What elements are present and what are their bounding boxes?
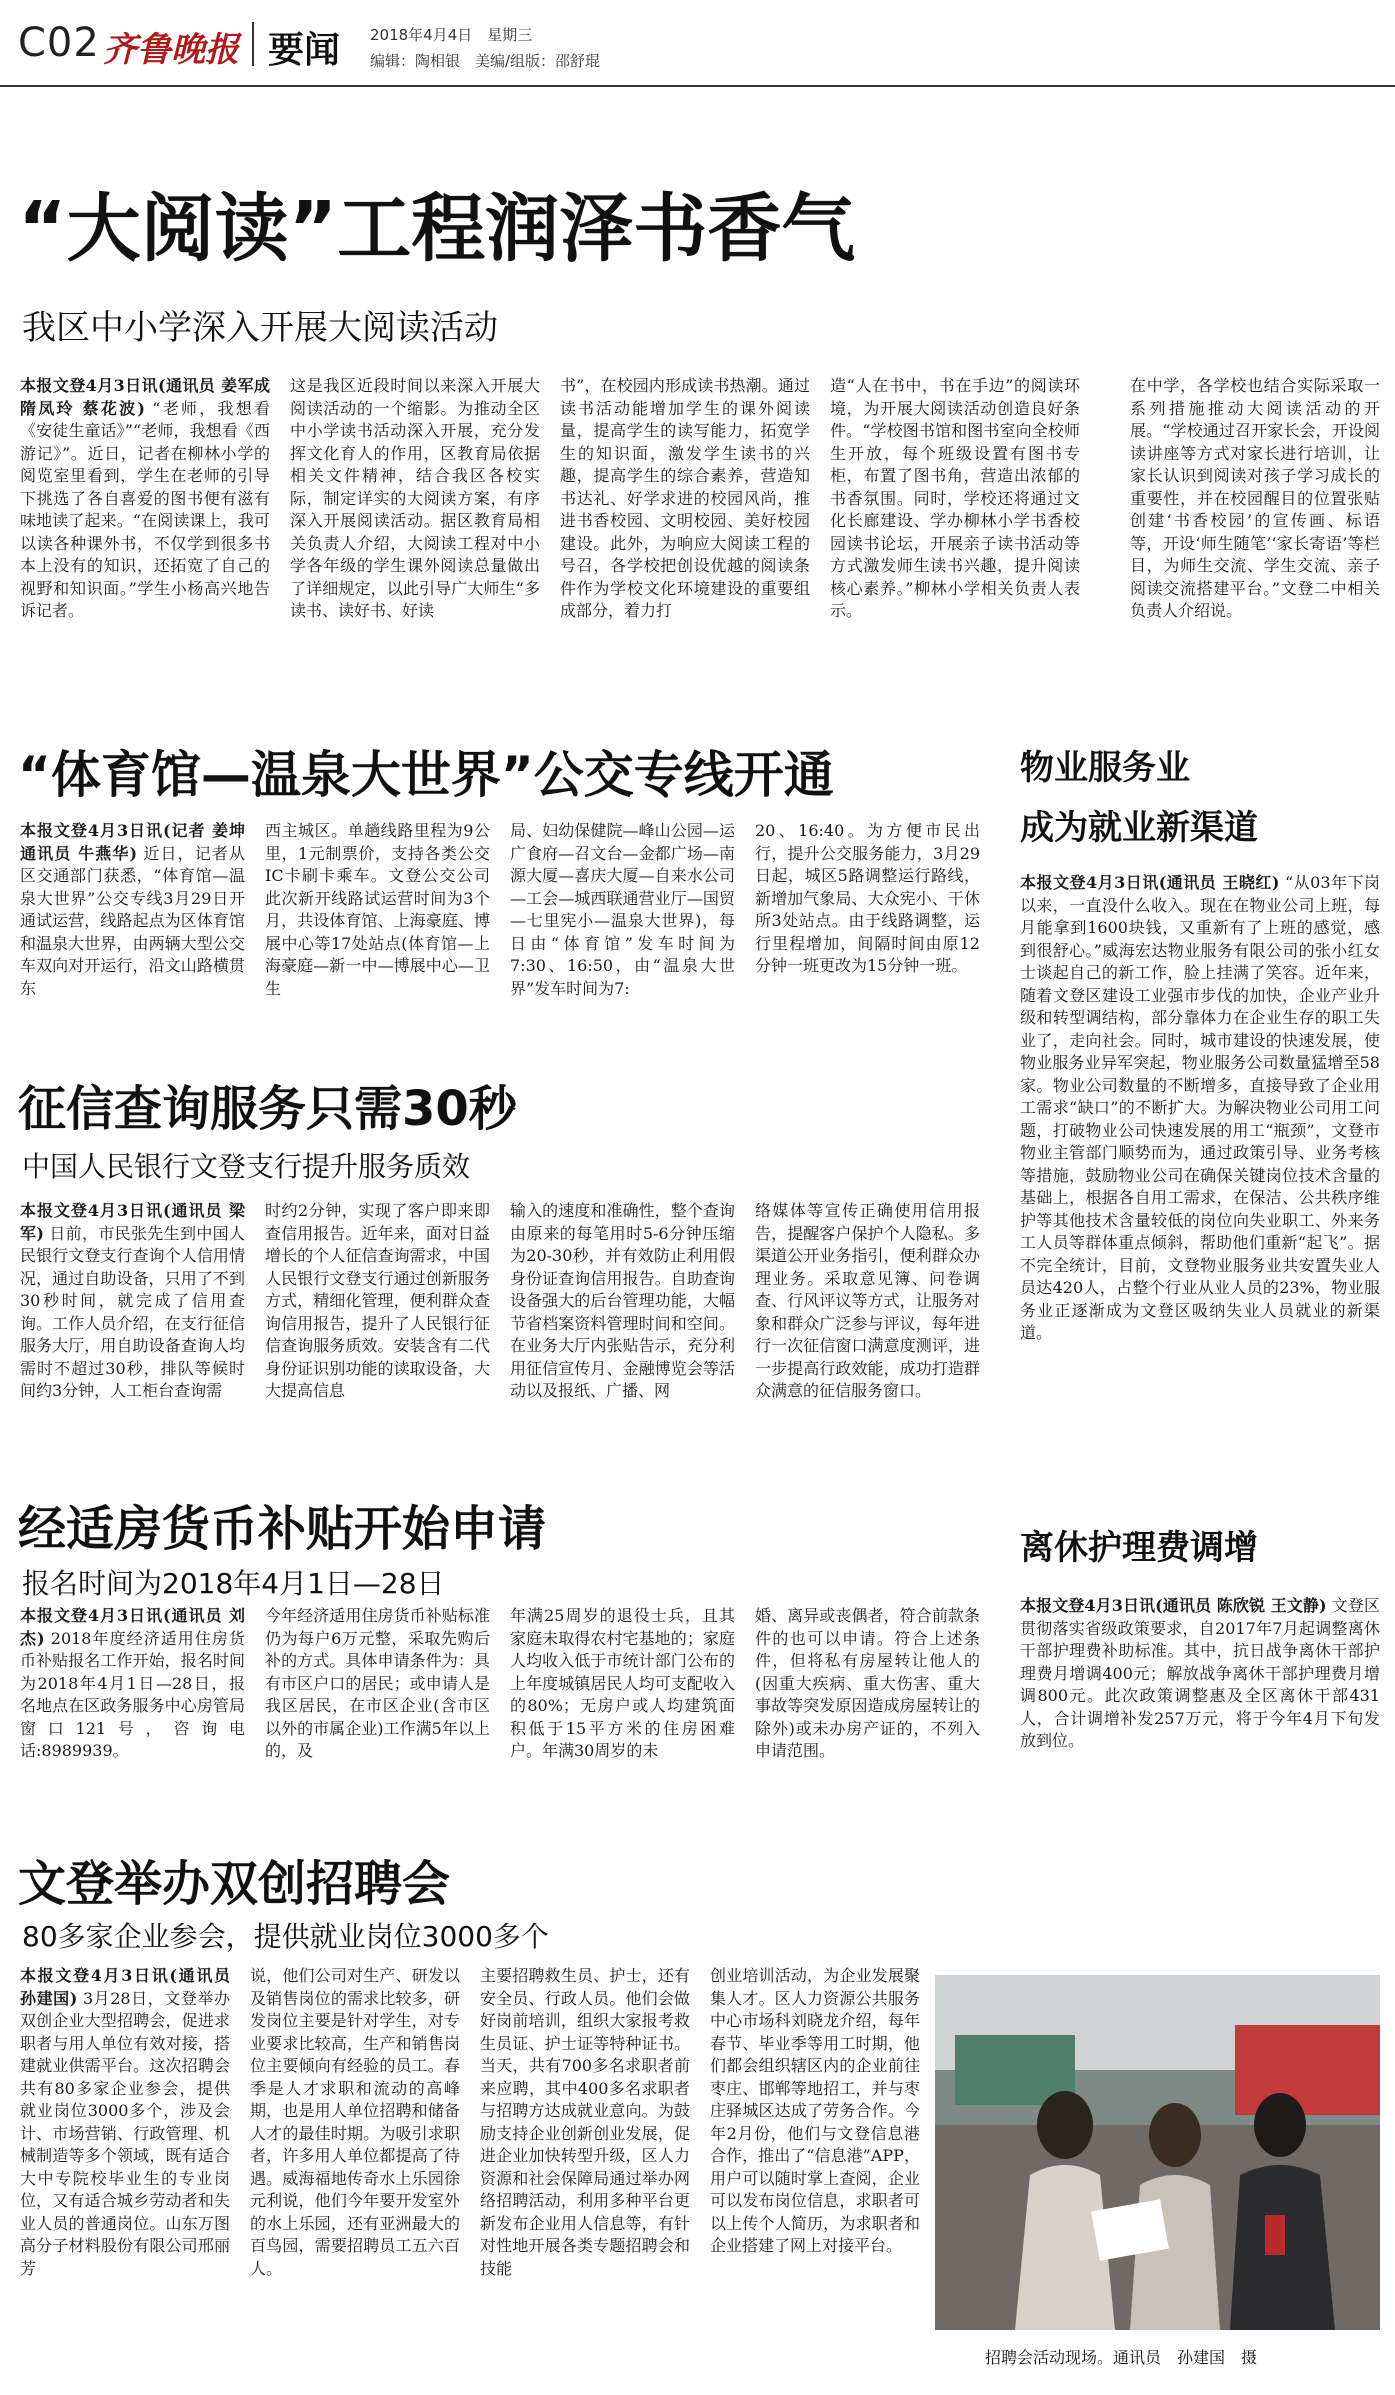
- story5-headline: 文登举办双创招聘会: [18, 1856, 451, 1912]
- date-line: 2018年4月4日 星期三: [370, 26, 533, 44]
- story1-column-1: [20, 375, 270, 695]
- story2-col1-text: 近日，记者从区交通部门获悉，“体育馆—温泉大世界”公交专线3月29日开通试运营，线路起点为区体育馆和温泉大世界，由两辆大型公交车双向对开运行，沿文山路横贯东: [20, 843, 245, 998]
- story1-headline: “大阅读”工程润泽书香气: [18, 186, 856, 272]
- story2-column-2: 西主城区。单趟线路里程为9公里，1元制票价，支持各类公交IC卡刷卡乘车。文登公交公司此次新开线路试运营时间为3个月，共设体育馆、上海豪庭、博展中心等17处站点(体育馆—上海豪庭—新一中—博展中心—卫生: [265, 821, 490, 998]
- masthead-divider: [252, 22, 254, 66]
- story5-column-4: 创业培训活动，为企业发展聚集人才。区人力资源公共服务中心市场科刘晓龙介绍，每年春节、毕业季等用工时期，他们都会组织辖区内的企业前往枣庄、邯郸等地招工，并与枣庄驿城区达成了劳务合作。今年2月份，他们与文登信息港合作，推出了“信息港”APP，用户可以随时掌上查阅，企业可以发布岗位信息，求职者可以上传个人简历，为求职者和企业搭建了网上对接平台。: [710, 1966, 920, 2255]
- masthead: [0, 0, 1395, 85]
- story5-subheadline: 80多家企业参会，提供就业岗位3000多个: [22, 1920, 549, 1953]
- story4-column-3: 年满25周岁的退役士兵，且其家庭未取得农村宅基地的；家庭人均收入低于市统计部门公布的上年度城镇居民人均可支配收入的80%；无房户或人均建筑面积低于15平方米的住房困难户。年满30周岁的未: [510, 1606, 735, 1760]
- photo-caption: 招聘会活动现场。通讯员 孙建国 摄: [985, 2348, 1258, 2367]
- editor-line: 编辑：陶相银 美编/组版：邵舒琨: [370, 52, 601, 70]
- story4-byline: 本报文登4月3日讯(通讯员 刘杰): [20, 1606, 245, 1648]
- newspaper-logo: 齐鲁晚报: [103, 30, 239, 70]
- story5-column-2: 说，他们公司对生产、研发以及销售岗位的需求比较多，研发岗位主要是针对学生，对专业要求比较高，生产和销售岗位主要倾向有经验的员工。春季是人才求职和流动的高峰期，也是用人单位招聘和储备人才的最佳时期。为吸引求职者，许多用人单位都提高了待遇。威海福地传奇水上乐园徐元利说，他们今年要开发室外的水上乐园，还有亚洲最大的百鸟园，需要招聘员工五六百人。: [250, 1966, 460, 2278]
- side2-byline: 本报文登4月3日讯(通讯员 陈欣锐 王文静): [1020, 1596, 1327, 1615]
- story3-column-1: [20, 1200, 245, 1440]
- story2-byline: 本报文登4月3日讯(记者 姜坤 通讯员 牛燕华): [20, 821, 245, 863]
- story2-column-3: 局、妇幼保健院—峰山公园—运广食府—召文台—金都广场—南源大厦—喜庆大厦—自来水公司—工会—城西联通营业厅—国贸—七里宪小—温泉大世界)，每日由“体育馆”发车时间为7:30、16:50，由“温泉大世界”发车时间为7:: [510, 821, 735, 998]
- story5-col1-text: 3月28日，文登举办双创企业大型招聘会，促进求职者与用人单位有效对接，搭建就业供需平台。这次招聘会共有80多家企业参会，提供就业岗位3000多个，涉及会计、市场营销、行政管理、机械制造等多个领域，既有适合大中专院校毕业生的专业岗位，又有适合城乡劳动者和失业人员的普通岗位。山东万图高分子材料股份有限公司邢丽芳: [20, 1988, 230, 2278]
- story1-column-3: 书”，在校园内形成读书热潮。通过读书活动能增加学生的课外阅读量，提高学生的读写能力，拓宽学生的知识面，激发学生读书的兴趣，提高学生的综合素养，营造知书达礼、好学求进的校园风尚，推进书香校园、文明校园、美好校园建设。此外，为响应大阅读工程的号召，各学校把创设优越的阅读条件作为学校文化环境建设的重要组成部分，着力打: [560, 376, 810, 620]
- page-number: C02: [18, 20, 100, 66]
- story2-headline: “体育馆—温泉大世界”公交专线开通: [18, 746, 834, 804]
- side1-text: “从03年下岗以来，一直没什么收入。现在在物业公司上班，每月能拿到1600块钱，又重新有了上班的感觉，感到很舒心。”威海宏达物业服务有限公司的张小红女士谈起自己的新工作，脸上挂满了笑容。近年来，随着文登区建设工业强市步伐的加快，企业产业升级和转型调结构，部分靠体力在企业生存的职工失业了，走向社会。同时，城市建设的快速发展，使物业服务业异军突起，物业服务公司数量猛增至58家。物业公司数量的不断增多，直接导致了企业用工需求“缺口”的不断扩大。为解决物业公司用工问题，打破物业公司快速发展的用工“瓶颈”，文登市物业主管部门顺势而为，通过政策引导、业务考核等措施，鼓励物业公司在确保关键岗位技术含量的基础上，根据各自用工需求，在保洁、公共秩序维护等其他技术含量较低的岗位向失业职工、外来务工人员等群体重点倾斜，帮助他们重新“起飞”。据不完全统计，目前，文登物业服务业共安置失业人员达420人，占整个行业从业人员的23%，物业服务业正逐渐成为文登区吸纳失业人员就业的新渠道。: [1020, 873, 1380, 1342]
- story4-subheadline: 报名时间为2018年4月1日—28日: [22, 1567, 445, 1600]
- story1-subheadline: 我区中小学深入开展大阅读活动: [22, 308, 498, 348]
- story3-byline: 本报文登4月3日讯(通讯员 梁军): [20, 1201, 245, 1243]
- story3-subheadline: 中国人民银行文登支行提升服务质效: [22, 1150, 471, 1183]
- side1-headline-line2: 成为就业新渠道: [1020, 808, 1258, 848]
- story2-column-1: [20, 820, 245, 1035]
- story3-headline: 征信查询服务只需30秒: [18, 1081, 517, 1137]
- story1-col1-text: “老师，我想看《安徒生童话》”“老师，我想看《西游记》”。近日，记者在柳林小学的阅览室里看到，学生在老师的引导下挑选了各自喜爱的图书便有滋有味地读了起来。“在阅读课上，我可以读各种课外书，不仅学到很多书本上没有的知识，还拓宽了自己的视野和知识面。”学生小杨高兴地告诉记者。: [20, 398, 270, 620]
- job-fair-photo: [935, 1975, 1380, 2330]
- story3-col1-text: 日前，市民张先生到中国人民银行文登支行查询个人信用情况，通过自助设备，只用了不到30秒时间，就完成了信用查询。工作人员介绍，在支行征信服务大厅，用自助设备查询人均需时不超过30秒，排队等候时间约3分钟，人工柜台查询需: [20, 1223, 245, 1400]
- job-fair-photo-illustration: [935, 1975, 1380, 2330]
- side2-body: [1020, 1595, 1380, 1825]
- story5-column-1: [20, 1965, 230, 2375]
- story3-column-4: 络媒体等宣传正确使用信用报告，提醒客户保护个人隐私。多渠道公开业务指引，便利群众办理业务。采取意见簿、问卷调查、行风评议等方式，让服务对象和群众广泛参与评议，每年进行一次征信窗口满意度测评，进一步提高行政效能，成功打造群众满意的征信服务窗口。: [755, 1201, 980, 1400]
- story4-column-4: 婚、离异或丧偶者，符合前款条件的也可以申请。符合上述条件，但将私有房屋转让他人的(因重大疾病、重大伤害、重大事故等突发原因造成房屋转让的除外)或未办房产证的，不列入申请范围。: [755, 1606, 980, 1760]
- story4-headline: 经适房货币补贴开始申请: [18, 1501, 547, 1557]
- side2-text: 文登区贯彻落实省级政策要求，自2017年7月起调整离休干部护理费补助标准。其中，抗日战争离休干部护理费月增调400元；解放战争离休干部护理费月增调800元。此次政策调整惠及全区离休干部431人，合计调增补发257万元，将于今年4月下旬发放到位。: [1020, 1596, 1380, 1750]
- story5-byline: 本报文登4月3日讯(通讯员 孙建国): [20, 1966, 230, 2008]
- story1-column-2: 这是我区近段时间以来深入开展大阅读活动的一个缩影。为推动全区中小学读书活动深入开展，充分发挥文化育人的作用，区教育局依据相关文件精神，结合我区各校实际，制定详实的大阅读方案，有序深入开展阅读活动。据区教育局相关负责人介绍，大阅读工程对中小学各年级的学生课外阅读总量做出了详细规定，以此引导广大师生“多读书、读好书、好读: [290, 376, 540, 620]
- story2-column-4: 20、16:40。为方便市民出行，提升公交服务能力，3月29日起，城区5路调整运行路线，新增加气象局、大众宪小、干休所3处站点。由于线路调整，运行里程增加，间隔时间由原12分钟一班更改为15分钟一班。: [755, 821, 980, 975]
- side2-headline: 离休护理费调增: [1020, 1528, 1258, 1568]
- story1-column-5: 在中学，各学校也结合实际采取一系列措施推动大阅读活动的开展。“学校通过召开家长会，开设阅读讲座等方式对家长进行培训，让家长认识到阅读对孩子学习成长的重要性，并在校园醒目的位置张贴创建‘书香校园’的宣传画、标语等，开设‘师生随笔’‘家长寄语’等栏目，为师生交流、学生交流、亲子阅读交流搭建平台。”文登二中相关负责人介绍说。: [1130, 376, 1380, 620]
- side1-headline-line1: 物业服务业: [1020, 748, 1190, 788]
- section-title: 要闻: [268, 30, 341, 71]
- story5-column-3: 主要招聘救生员、护士，还有安全员、行政人员。他们会做好岗前培训，组织大家报考救生员证、护士证等特种证书。当天，共有700多名求职者前来应聘，其中400多名求职者与招聘方达成就业意向。为鼓励支持企业创新创业发展，促进企业加快转型升级，区人力资源和社会保障局通过举办网络招聘活动，利用多种平台更新发布企业用人信息等，有针对性地开展各类专题招聘会和技能: [480, 1966, 690, 2278]
- side1-byline: 本报文登4月3日讯(通讯员 王晓红): [1020, 873, 1280, 892]
- side1-body: [1020, 872, 1380, 1487]
- story4-column-2: 今年经济适用住房货币补贴标准仍为每户6万元整，采取先购后补的方式。具体申请条件为：具有市区户口的居民；或申请人是我区居民，在市区企业(含市区以外的市属企业)工作满5年以上的，及: [265, 1606, 490, 1760]
- story1-byline: 本报文登4月3日讯(通讯员 姜军成 隋凤玲 蔡花波): [20, 376, 270, 418]
- story4-col1-text: 2018年度经济适用住房货币补贴报名工作开始，报名时间为2018年4月1日—28日，报名地点在区政务服务中心房管局窗口121号，咨询电话:8989939。: [20, 1628, 245, 1760]
- story3-column-2: 时约2分钟，实现了客户即来即查信用报告。近年来，面对日益增长的个人征信查询需求，中国人民银行文登支行通过创新服务方式，精细化管理，便利群众查询信用报告，提升了人民银行征信查询服务质效。安装含有二代身份证识别功能的读取设备，大大提高信息: [265, 1201, 490, 1400]
- masthead-rule: [0, 85, 1395, 87]
- story3-column-3: 输入的速度和准确性，整个查询由原来的每笔用时5-6分钟压缩为20-30秒，并有效防止利用假身份证查询信用报告。自助查询设备强大的后台管理功能，大幅节省档案资料管理时间和空间。在业务大厅内张贴告示，充分利用征信宣传月、金融博览会等活动以及报纸、广播、网: [510, 1201, 735, 1400]
- story4-column-1: [20, 1605, 245, 1805]
- story1-column-4: 造“人在书中，书在手边”的阅读环境，为开展大阅读活动创造良好条件。“学校图书馆和图书室向全校师生开放，每个班级设置有图书专柜，布置了图书角，营造出浓郁的书香氛围。同时，学校还将通过文化长廊建设、学办柳林小学书香校园读书论坛，开展亲子读书活动等方式激发师生读书兴趣，提升阅读核心素养。”柳林小学相关负责人表示。: [830, 376, 1080, 620]
